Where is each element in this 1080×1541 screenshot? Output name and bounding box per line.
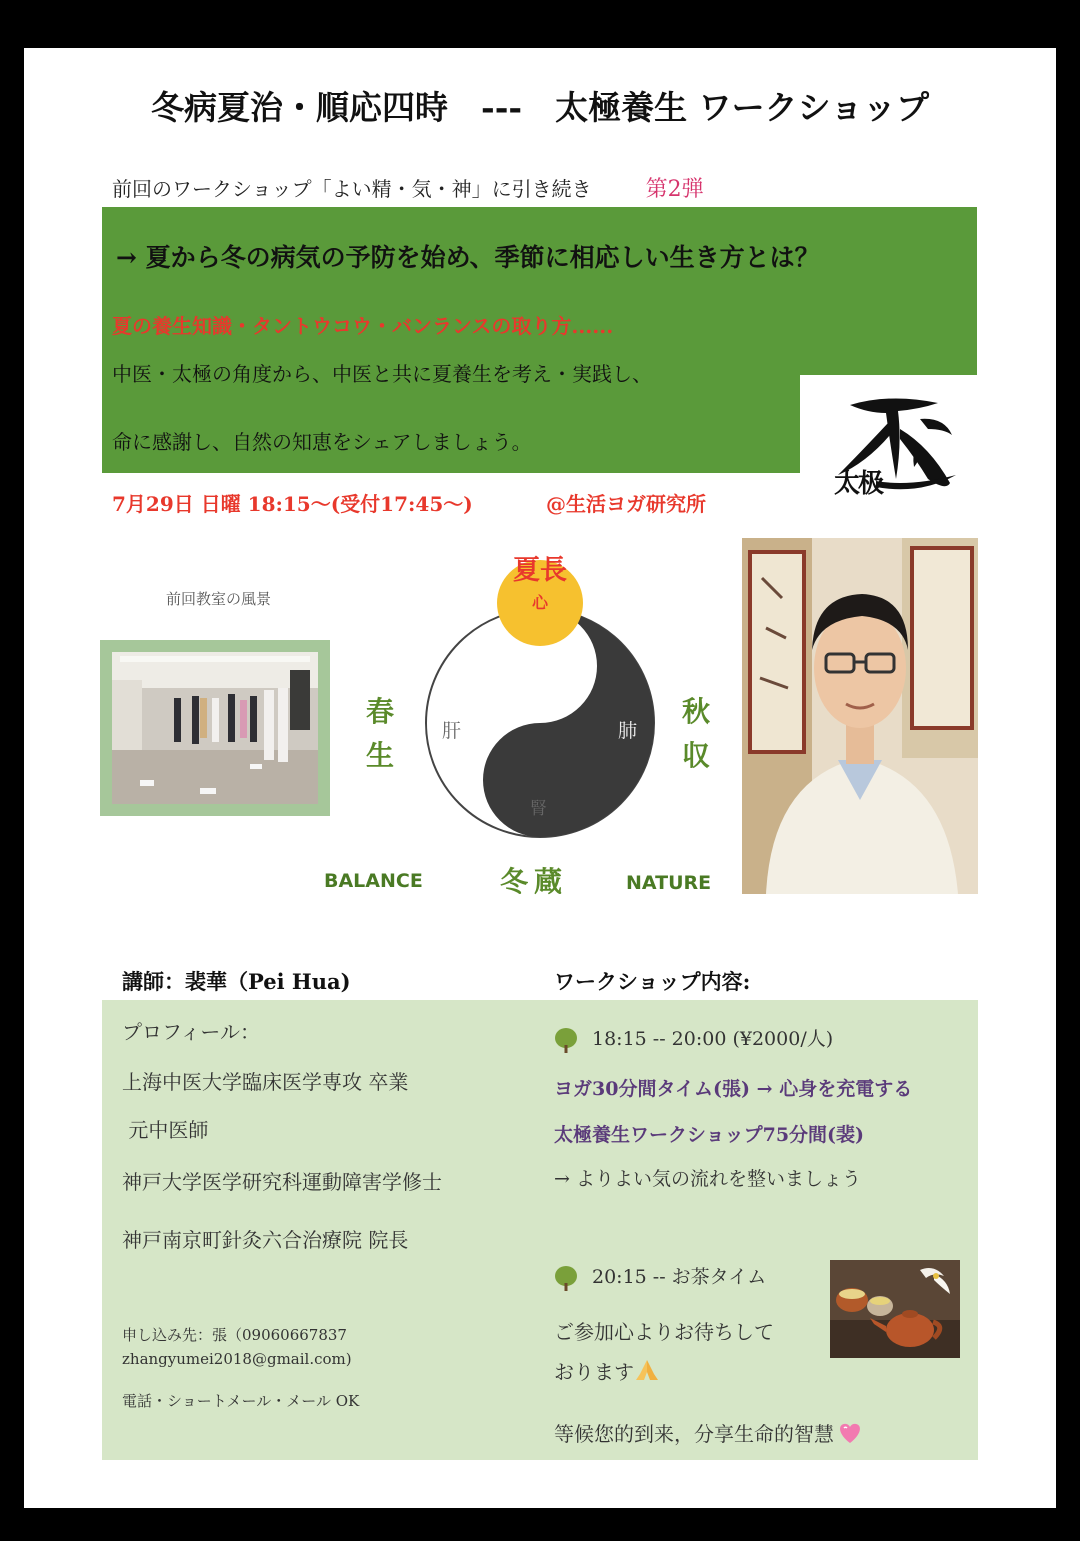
contact-email[interactable]: zhangyumei2018@gmail.com) xyxy=(122,1350,352,1368)
poster-title: 冬病夏治・順応四時 --- 太極養生 ワークショップ xyxy=(151,88,929,127)
poster xyxy=(24,48,1056,1508)
praying-hands-icon xyxy=(634,1358,660,1382)
description-line-1: 中医・太極の角度から、中医と共に夏養生を考え・実践し、 xyxy=(112,362,652,386)
tree-icon xyxy=(554,1027,578,1053)
contact-line-1: 申し込み先：張（09060667837 xyxy=(122,1326,347,1344)
yoga-session: ヨガ30分間タイム(張) → 心身を充電する xyxy=(554,1078,913,1100)
welcome-line-1: ご参加心よりお待ちして xyxy=(554,1320,774,1344)
summer-label: 夏長 xyxy=(513,555,567,586)
contact-methods: 電話・ショートメール・メール OK xyxy=(122,1392,360,1410)
green-banner-bottom xyxy=(102,374,800,473)
welcome-line-2: おります xyxy=(554,1356,660,1385)
schedule-slot-2 xyxy=(554,1262,766,1291)
event-venue: @生活ヨガ研究所 xyxy=(546,492,706,516)
intro-text: 前回のワークショップ「よい精・気・神」に引き続き xyxy=(112,177,592,201)
taiji-logo xyxy=(820,383,962,501)
spring-label: 春 生 xyxy=(366,695,395,772)
event-date: 7月29日 日曜 18:15〜(受付17:45〜) xyxy=(112,492,473,516)
intro-line xyxy=(112,172,704,203)
series-badge: 第2弾 xyxy=(645,177,704,202)
balance-label: BALANCE xyxy=(324,870,423,892)
taiji-session: 太極養生ワークショップ75分間(裴) xyxy=(554,1124,865,1146)
class-photo xyxy=(100,640,330,816)
chinese-welcome: 等候您的到来，分享生命的智慧 xyxy=(554,1418,864,1447)
qi-flow-line: → よりよい気の流れを整いましょう xyxy=(554,1168,861,1190)
winter-label: 冬蔵 xyxy=(500,865,569,898)
heart-label: 心 xyxy=(531,593,548,612)
kidney-label: 腎 xyxy=(530,799,547,819)
heart-icon xyxy=(836,1421,864,1445)
profile-item-1: 上海中医大学臨床医学専攻 卒業 xyxy=(122,1070,409,1094)
profile-item-4: 神戸南京町針灸六合治療院 院長 xyxy=(122,1228,409,1252)
key-question: → 夏から冬の病気の予防を始め、季節に相応しい生き方とは？ xyxy=(116,243,820,272)
instructor-photo xyxy=(742,538,978,894)
topic-line: 夏の養生知識・タントウコウ・バンランスの取り方...... xyxy=(112,314,614,338)
description-line-2: 命に感謝し、自然の知恵をシェアしましょう。 xyxy=(112,430,532,454)
green-banner-top xyxy=(102,207,977,375)
class-photo-frame xyxy=(100,640,330,816)
photo-caption: 前回教室の風景 xyxy=(166,590,272,608)
profile-label: プロフィール： xyxy=(122,1020,260,1044)
instructor-heading: 講師：裴華（Pei Hua) xyxy=(122,969,351,994)
autumn-label: 秋 収 xyxy=(682,695,711,772)
nature-label: NATURE xyxy=(626,872,712,894)
profile-item-3: 神戸大学医学研究科運動障害学修士 xyxy=(122,1170,442,1194)
lung-label: 肺 xyxy=(618,720,638,742)
workshop-heading: ワークショップ内容: xyxy=(554,969,751,994)
profile-item-2: 元中医師 xyxy=(122,1118,209,1142)
tree-icon xyxy=(554,1265,578,1291)
liver-label: 肝 xyxy=(442,720,462,742)
tea-set-photo xyxy=(830,1260,960,1358)
time-slot-2: 20:15 -- お茶タイム xyxy=(592,1266,767,1288)
schedule-slot-1 xyxy=(554,1024,833,1053)
logo-text: 太极 xyxy=(834,469,883,499)
time-slot-1: 18:15 -- 20:00 (¥2000/人) xyxy=(592,1028,834,1050)
